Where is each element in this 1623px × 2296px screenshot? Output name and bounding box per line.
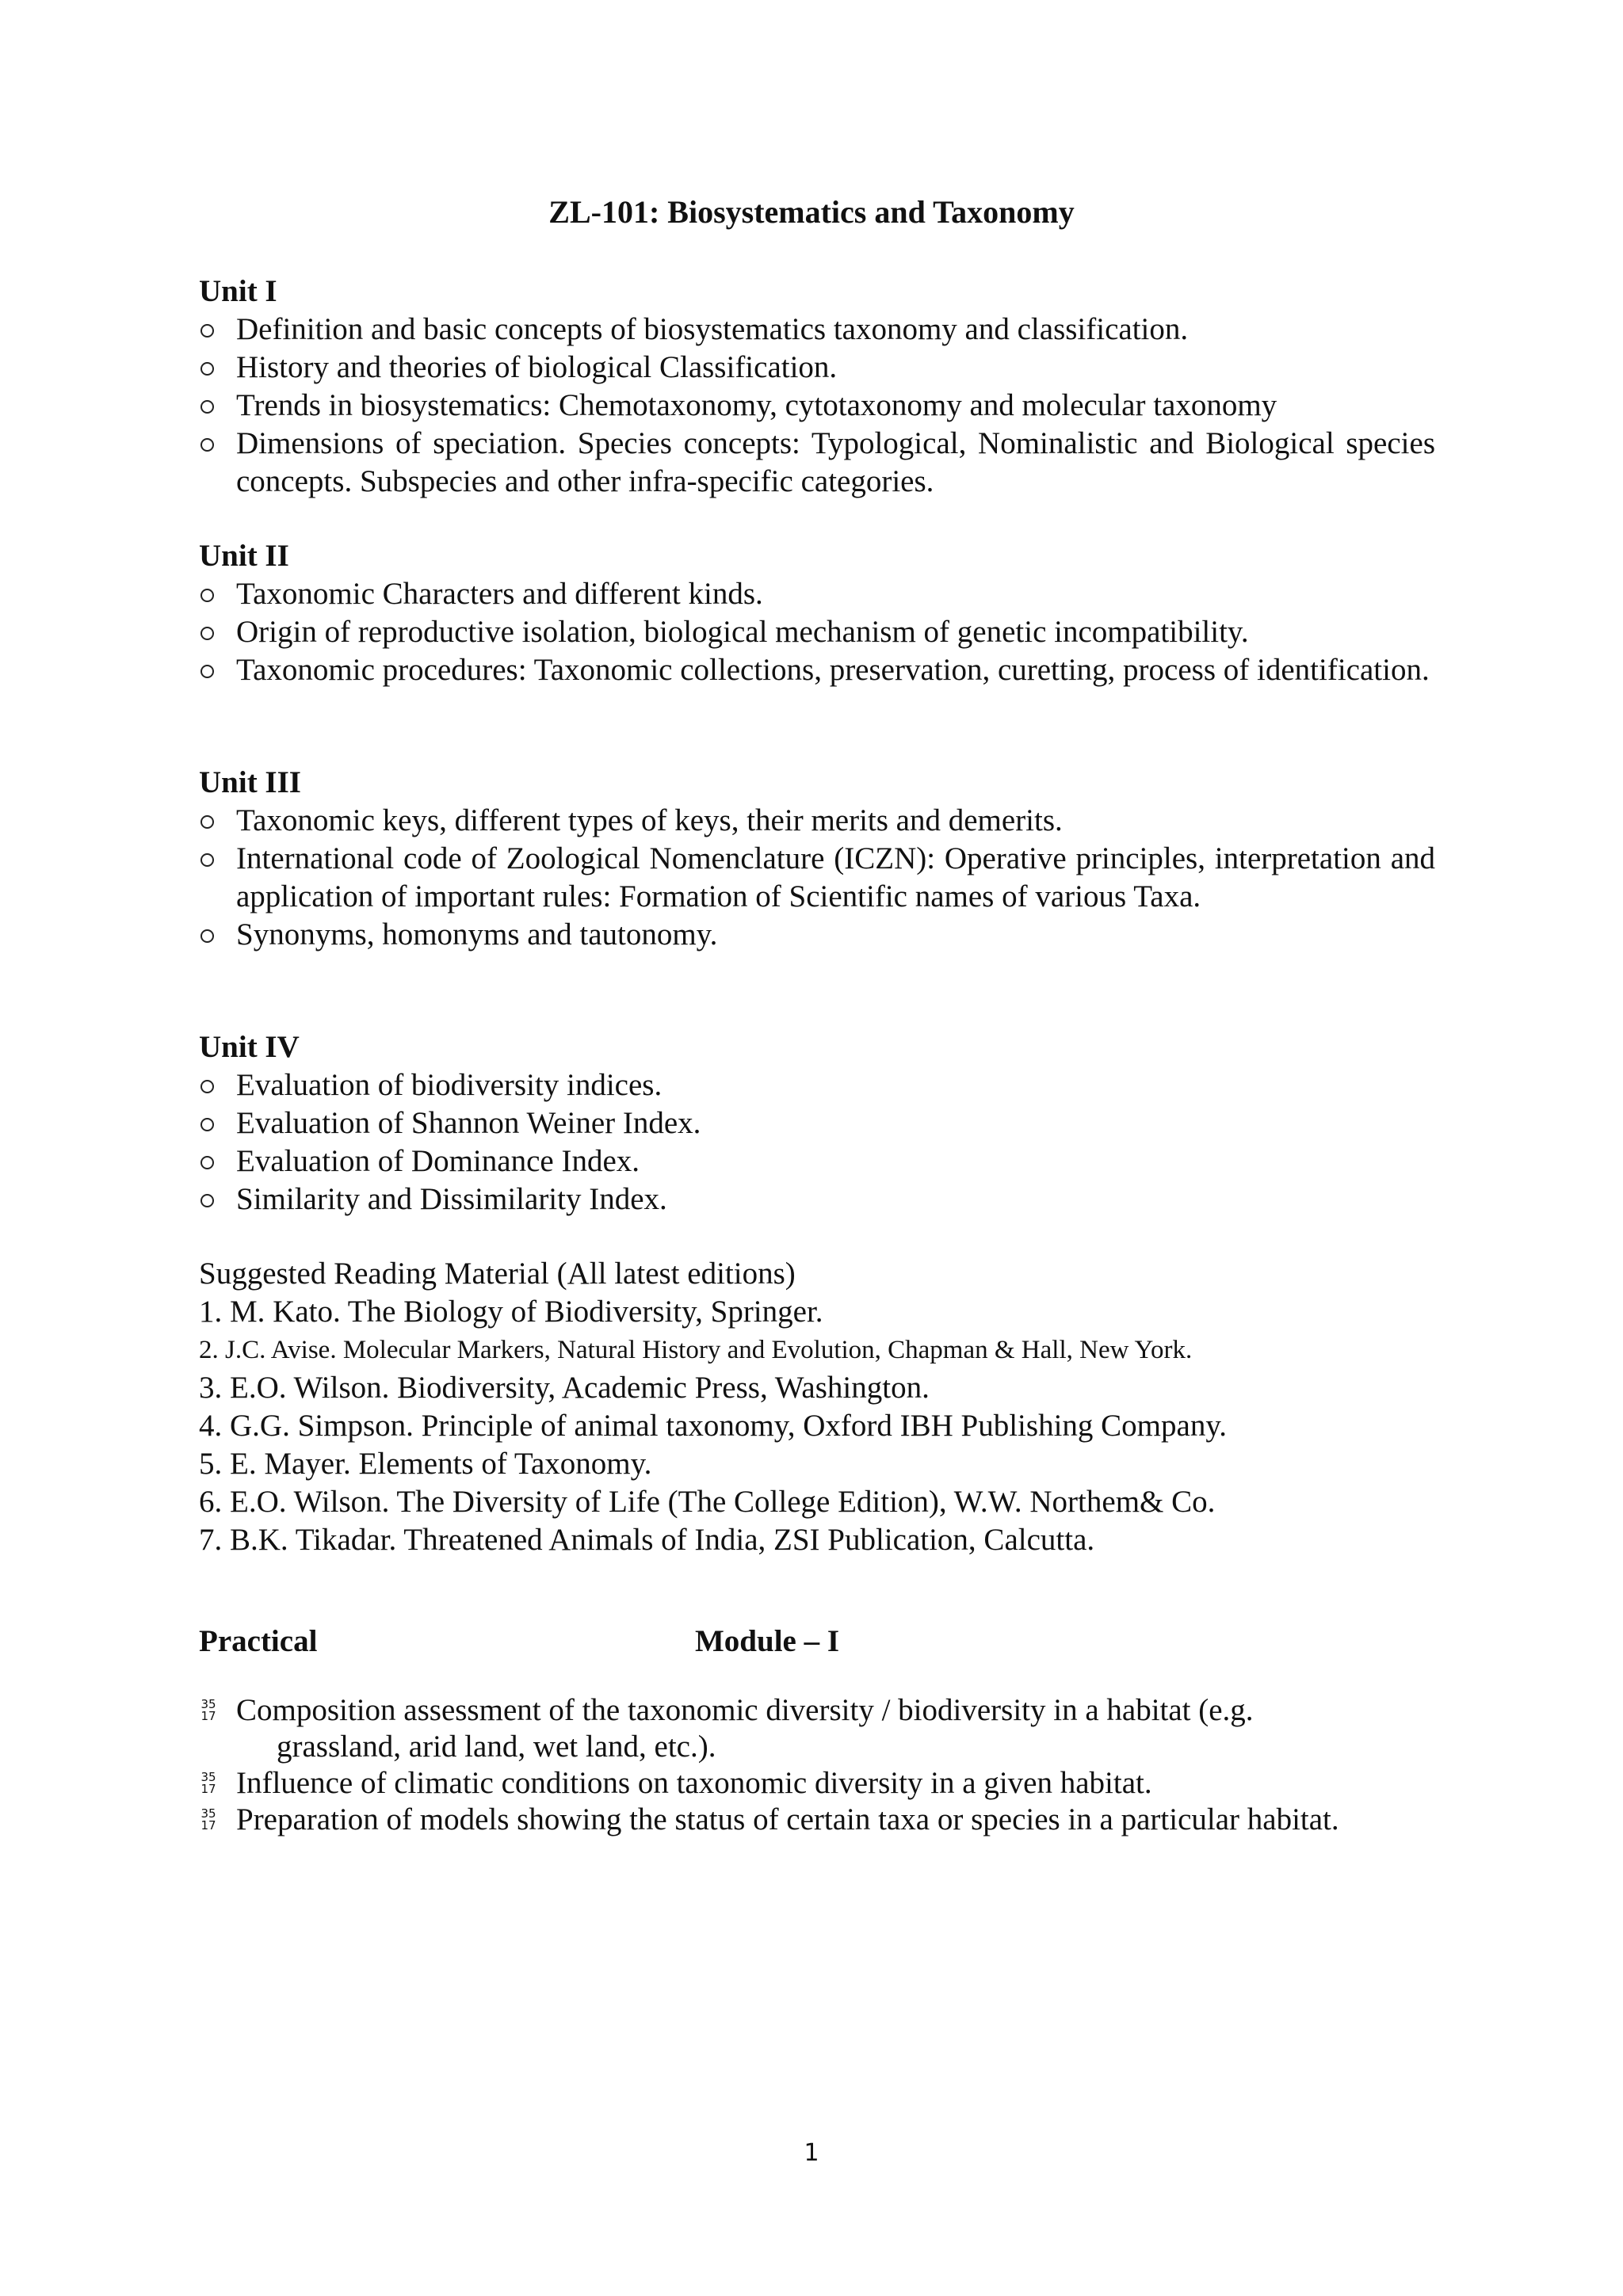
list-item: Evaluation of Dominance Index. (199, 1142, 1435, 1180)
practical-header (199, 1623, 1435, 1661)
reference-item: 4. G.G. Simpson. Principle of animal taxonomy, Oxford IBH Publishing Company. (199, 1409, 1228, 1443)
unit-list (199, 802, 1435, 954)
list-item: Evaluation of Shannon Weiner Index. (199, 1104, 1435, 1142)
unit-heading: Unit II (199, 539, 289, 573)
reference-item: 2. J.C. Avise. Molecular Markers, Natural History and Evolution, Chapman & Hall, New York. (199, 1336, 1193, 1364)
module-label: Module – I (695, 1624, 840, 1658)
unit-heading: Unit I (199, 274, 277, 308)
circle-bullet-icon (200, 1118, 214, 1131)
unit-list (199, 575, 1435, 689)
unit-3-section (199, 764, 1435, 954)
list-item: Taxonomic procedures: Taxonomic collections, preservation, curetting, process of identification. (199, 651, 1435, 689)
list-item: Taxonomic Characters and different kinds. (199, 575, 1435, 613)
reference-item: 6. E.O. Wilson. The Diversity of Life (The College Edition), W.W. Northem& Co. (199, 1485, 1216, 1519)
circle-bullet-icon (200, 665, 214, 678)
fraction-marker-icon: 35 17 (200, 1697, 216, 1723)
list-item: Trends in biosystematics: Chemotaxonomy, cytotaxonomy and molecular taxonomy (199, 387, 1435, 425)
circle-bullet-icon (200, 1080, 214, 1093)
circle-bullet-icon (200, 438, 214, 452)
circle-bullet-icon (200, 324, 214, 338)
circle-bullet-icon (200, 929, 214, 943)
unit-2-section (199, 537, 1435, 689)
list-item: Definition and basic concepts of biosystematics taxonomy and classification. (199, 311, 1435, 349)
list-item: Evaluation of biodiversity indices. (199, 1066, 1435, 1104)
circle-bullet-icon (200, 589, 214, 602)
list-item: Similarity and Dissimilarity Index. (199, 1180, 1435, 1219)
unit-list (199, 311, 1435, 501)
list-item: History and theories of biological Classification. (199, 349, 1435, 387)
list-item: Synonyms, homonyms and tautonomy. (199, 916, 1435, 954)
reference-item: 5. E. Mayer. Elements of Taxonomy. (199, 1447, 652, 1481)
fraction-marker-icon: 35 17 (200, 1770, 216, 1796)
circle-bullet-icon (200, 815, 214, 829)
list-item: 35 17 Composition assessment of the taxonomic diversity / biodiversity in a habitat (e.g. grassland, arid land, wet land, etc.). (199, 1692, 1435, 1765)
practical-list-section (199, 1692, 1435, 1838)
reference-item: 7. B.K. Tikadar. Threatened Animals of India, ZSI Publication, Calcutta. (199, 1523, 1095, 1557)
list-item: International code of Zoological Nomenclature (ICZN): Operative principles, interpretation and application of important rules: Formation of Scientific names of various Taxa. (199, 840, 1435, 916)
list-item: 35 17 Influence of climatic conditions on taxonomic diversity in a given habitat. (199, 1765, 1435, 1802)
fraction-marker-icon: 35 17 (200, 1806, 216, 1833)
practical-list (199, 1692, 1435, 1838)
page-number: 1 (804, 2139, 819, 2167)
circle-bullet-icon (200, 1194, 214, 1207)
circle-bullet-icon (200, 400, 214, 414)
unit-heading: Unit IV (199, 1030, 300, 1064)
document-title: ZL-101: Biosystematics and Taxonomy (548, 194, 1075, 230)
circle-bullet-icon (200, 853, 214, 867)
list-item: Taxonomic keys, different types of keys, their merits and demerits. (199, 802, 1435, 840)
circle-bullet-icon (200, 627, 214, 640)
list-item: Origin of reproductive isolation, biological mechanism of genetic incompatibility. (199, 613, 1435, 651)
reference-item: 3. E.O. Wilson. Biodiversity, Academic Press, Washington. (199, 1371, 930, 1405)
unit-1-section (199, 273, 1435, 501)
practical-label: Practical (199, 1624, 318, 1658)
unit-list (199, 1066, 1435, 1219)
reading-list-section (199, 1255, 1467, 1559)
list-item: 35 17 Preparation of models showing the status of certain taxa or species in a particular habitat. (199, 1802, 1435, 1838)
circle-bullet-icon (200, 1156, 214, 1169)
unit-heading: Unit III (199, 765, 301, 799)
list-item: Dimensions of speciation. Species concepts: Typological, Nominalistic and Biological species concepts. Subspecies and other infra-specific categories. (199, 425, 1435, 501)
circle-bullet-icon (200, 362, 214, 376)
reading-heading: Suggested Reading Material (All latest editions) (199, 1257, 796, 1291)
unit-4-section (199, 1028, 1435, 1219)
reference-item: 1. M. Kato. The Biology of Biodiversity, Springer. (199, 1295, 823, 1329)
